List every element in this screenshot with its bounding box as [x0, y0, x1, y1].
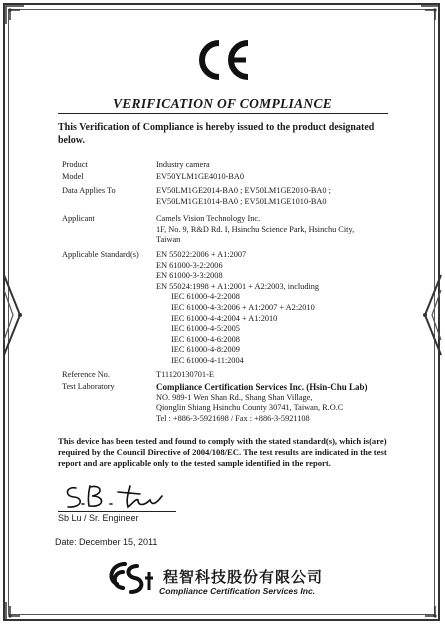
signature-line	[58, 511, 176, 512]
standards-label: Applicable Standard(s)	[62, 250, 139, 259]
reference-label: Reference No.	[62, 370, 110, 379]
iec-standard-line: IEC 61000-4-4:2004 + A1:2010	[171, 313, 278, 323]
iec-standard-line: IEC 61000-4-8:2009	[171, 345, 240, 355]
title-divider	[58, 113, 388, 114]
reference-value: T11120130701-E	[156, 370, 214, 379]
signer-name: Sb Lu / Sr. Engineer	[58, 513, 139, 523]
data-applies-line: EV50LM1GE2014-BA0 ; EV50LM1GE2010-BA0 ;	[156, 186, 331, 195]
corner-ornament-icon	[4, 600, 26, 622]
applicant-label: Applicant	[62, 214, 95, 223]
data-applies-label: Data Applies To	[62, 186, 116, 195]
product-value: Industry camera	[156, 160, 210, 169]
test-lab-label: Test Laboratory	[62, 382, 115, 391]
model-value: EV50YLM1GE4010-BA0	[156, 172, 245, 181]
corner-ornament-icon	[419, 4, 441, 26]
product-label: Product	[62, 160, 88, 169]
iec-standard-line: IEC 61000-4-11:2004	[171, 355, 244, 365]
data-applies-value	[156, 186, 426, 207]
company-name-english: Compliance Certification Services Inc.	[159, 586, 316, 596]
iec-standard-line: IEC 61000-4-3:2006 + A1:2007 + A2:2010	[171, 302, 315, 312]
standard-line: EN 61000-3-3:2008	[156, 271, 223, 281]
applicant-line: Camels Vision Technology Inc.	[156, 214, 261, 223]
applicant-value	[156, 214, 426, 246]
model-label: Model	[62, 172, 84, 181]
intro-text: This Verification of Compliance is hereby issued to the product designated below.	[58, 122, 375, 146]
corner-ornament-icon	[4, 4, 26, 26]
compliance-statement: This device has been tested and found to comply with the stated standard(s), which is(are) required by the Council Directive of 2004/108/EC. The test results are indicated in the test report and are applicable only to the tested sample identified in the report.	[58, 436, 387, 468]
company-name-chinese: 程智科技股份有限公司	[163, 568, 324, 586]
document-title: VERIFICATION OF COMPLIANCE	[112, 96, 333, 111]
corner-ornament-icon	[419, 600, 441, 622]
applicant-line: Taiwan	[156, 235, 181, 245]
ccs-logo-icon	[105, 560, 157, 596]
applicant-line: 1F, No. 9, R&D Rd. I, Hsinchu Science Park, Hsinchu City,	[156, 224, 355, 234]
test-lab-name: Compliance Certification Services Inc. (Hsin-Chu Lab)	[156, 382, 368, 392]
ce-mark-icon	[193, 38, 253, 82]
standard-line: EN 55024:1998 + A1:2001 + A2:2003, including	[156, 281, 320, 291]
iec-standard-line: IEC 61000-4-2:2008	[171, 292, 240, 302]
standard-line: EN 61000-3-2:2006	[156, 260, 223, 270]
iec-standard-line: IEC 61000-4-6:2008	[171, 334, 240, 344]
test-lab-line: Qionglin Shiang Hsinchu County 30741, Taiwan, R.O.C	[156, 403, 344, 413]
iec-standard-line: IEC 61000-4-5:2005	[171, 324, 240, 334]
signature-icon	[62, 482, 172, 512]
issue-date: Date: December 15, 2011	[55, 537, 158, 547]
data-applies-line: EV50LM1GE1014-BA0 ; EV50LM1GE1010-BA0	[156, 196, 327, 206]
standard-line: EN 55022:2006 + A1:2007	[156, 250, 247, 259]
test-lab-value	[156, 382, 426, 424]
standards-value	[156, 250, 426, 367]
side-ornament-icon	[1, 270, 23, 360]
test-lab-line: Tel : +886-3-5921698 / Fax : +886-3-5921108	[156, 413, 310, 423]
test-lab-line: NO. 989-1 Wen Shan Rd., Shang Shan Village,	[156, 392, 313, 402]
